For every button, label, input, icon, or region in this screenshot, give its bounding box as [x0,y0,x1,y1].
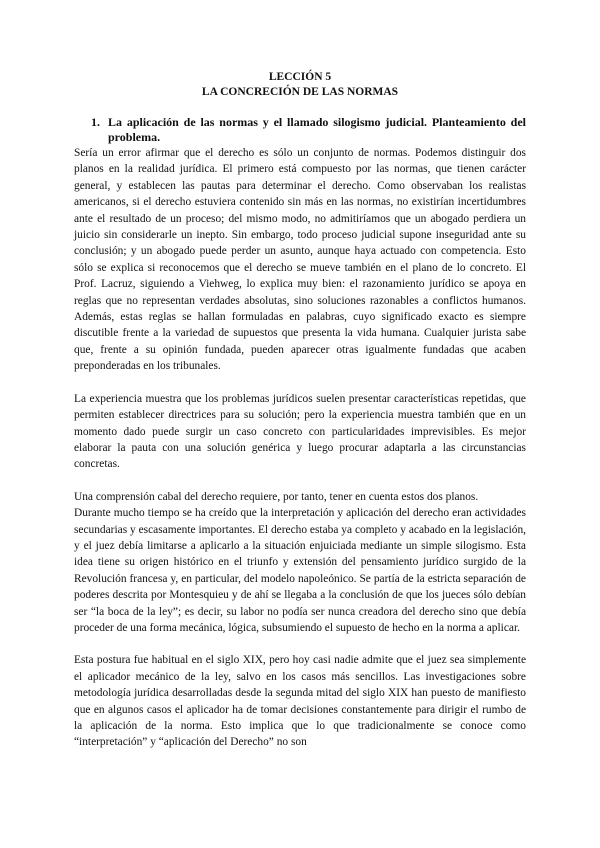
paragraph-3: Una comprensión cabal del derecho requiere, por tanto, tener en cuenta estos dos planos. [74,490,479,503]
paragraph-2: La experiencia muestra que los problemas jurídicos suelen presentar características repetidas, que permiten establecer directrices para su solución; pero la experiencia muestra también que en un momento dado puede surgir un caso concreto con particularidades imprevisibles. Es mejor elaborar la pauta con una solución genérica y luego procurar adaptarla a las circunstancias concretas. [74,392,526,471]
lesson-title: LA CONCRECIÓN DE LAS NORMAS [201,86,399,98]
section-heading [91,115,526,145]
lesson-number: LECCIÓN 5 [268,71,332,83]
paragraph-1: Sería un error afirmar que el derecho es sólo un conjunto de normas. Podemos distinguir dos planos en la realidad jurídica. El primero está compuesto por las normas, que tienen carácter general, y establecen las pautas para determinar el derecho. Como observaban los realistas americanos, si el derecho estuviera contenido sin más en las normas, no existirían incertidumbres ante el resultado de un proceso; del mismo modo, no admitiríamos que un abogado perdiera un juicio sin considerarle un inepto. Sin embargo, todo proceso judicial supone inseguridad ante su conclusión; y un abogado puede perder un asunto, aunque haya actuado con competencia. Esto sólo se explica si reconocemos que el derecho se mueve también en el plano de lo concreto. El Prof. Lacruz, siguiendo a Viehweg, lo explica muy bien: el razonamiento jurídico se apoya en reglas que no representan verdades absolutas, sino soluciones razonables a conflictos humanos. Además, estas reglas se hallan formuladas en palabras, cuyo significado exacto es siempre discutible frente a la variedad de supuestos que presenta la vida humana. Cualquier jurista sabe que, frente a su opinión fundada, pueden aparecer otras igualmente fundadas que acaben preponderadas en los tribunales. [74,147,526,373]
section-number: 1. [91,115,100,129]
section-title: La aplicación de las normas y el llamado silogismo judicial. Planteamiento del problema. [108,115,526,144]
paragraph-5: Esta postura fue habitual en el siglo XIX, pero hoy casi nadie admite que el juez sea simplemente el aplicador mecánico de la ley, salvo en los casos más sencillos. Las investigaciones sobre metodología jurídica desarrolladas desde la segunda mitad del siglo XIX han puesto de manifiesto que en algunos casos el aplicador ha de tomar decisiones constantemente para dirigir el rumbo de la aplicación de la norma. Esto implica que lo que tradicionalmente se conoce como “interpretación” y “aplicación del Derecho” no son [74,654,526,749]
paragraph-4: Durante mucho tiempo se ha creído que la interpretación y aplicación del derecho eran actividades secundarias y escasamente importantes. El derecho estaba ya completo y acabado en la legislación, y el juez debía limitarse a aplicarlo a la situación enjuiciada mediante un simple silogismo. Esta idea tiene su origen histórico en el triunfo y extensión del pensamiento jurídico surgido de la Revolución francesa y, en particular, del modelo napoleónico. Se partía de la estricta separación de poderes descrita por Montesquieu y de ahí se llegaba a la conclusión de que los jueces sólo debían ser “la boca de la ley”; es decir, su labor no podía ser nunca creadora del derecho sino que debía proceder de una forma mecánica, lógica, subsumiendo el supuesto de hecho en la norma a aplicar. [74,507,526,634]
